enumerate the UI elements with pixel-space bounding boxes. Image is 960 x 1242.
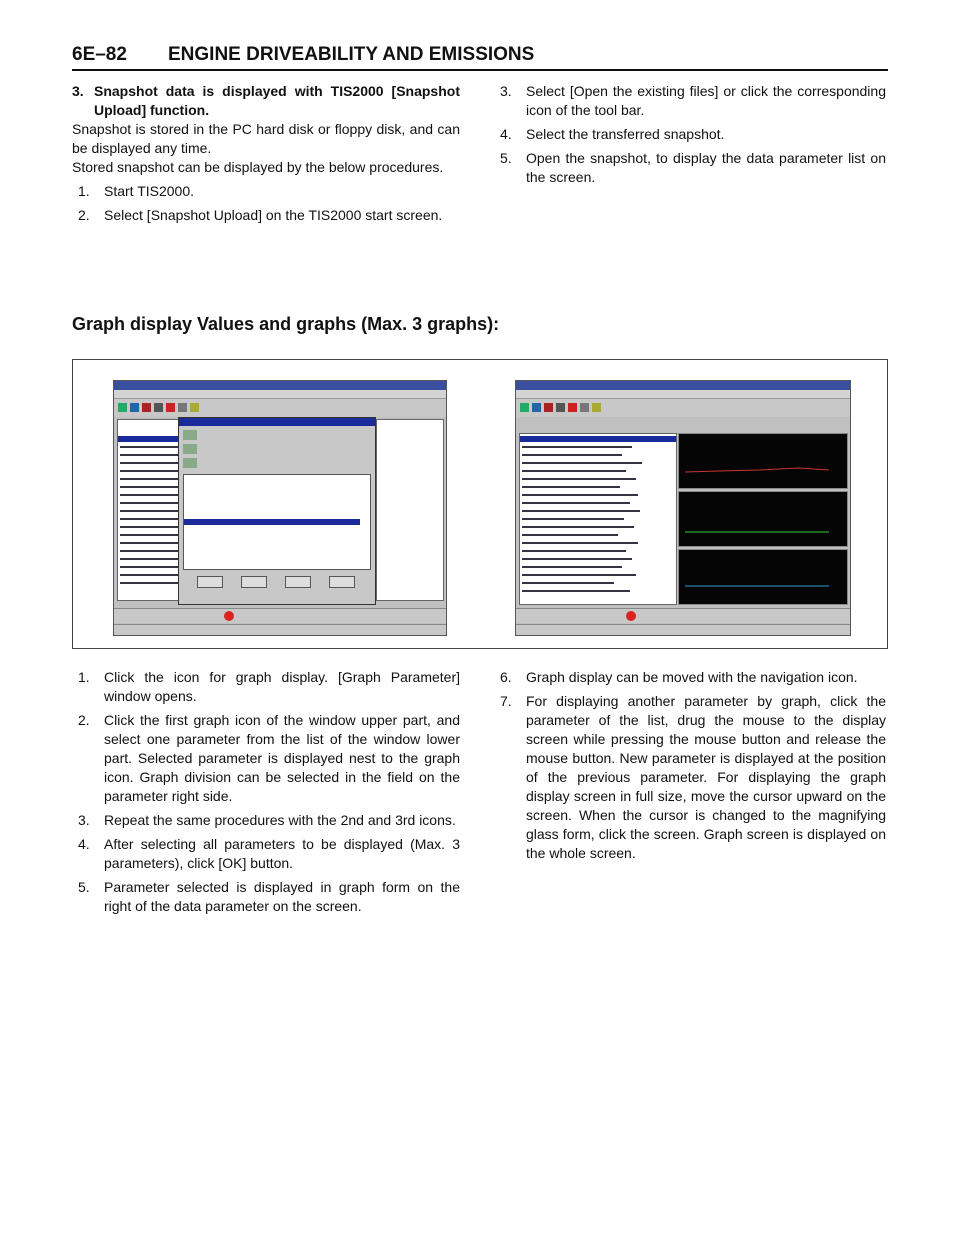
step-text: Click the first graph icon of the window upper part, and select one parameter from the list of the window lower part. Selected parameter is displayed nest to the graph icon. Graph division can be selected in the field on the parameter right side. [104,712,460,804]
graph-icon [183,430,197,440]
list-row [522,454,622,456]
list-row [522,446,632,448]
graph-panel-3 [678,549,848,605]
paragraph-stored: Snapshot is stored in the PC hard disk or floppy disk, and can be displayed any time. [72,121,460,156]
tool-icon [532,403,541,412]
tool-icon [154,403,163,412]
list-row [522,494,638,496]
list-row [522,486,620,488]
heading-text: Snapshot data is displayed with TIS2000 [Snapshot Upload] function. [94,83,460,118]
toolbar [516,399,850,417]
value-column [376,419,444,601]
step-number: 6. [500,669,512,685]
title-bar [516,381,850,390]
list-row [522,566,622,568]
section-title: Graph display Values and graphs (Max. 3 graphs): [72,314,500,334]
right-bottom-column [500,668,886,868]
list-row [522,526,634,528]
step-item [78,182,460,201]
menu-bar [516,390,850,399]
navigation-bar [114,608,446,623]
right-top-column [500,82,886,192]
steps-list-c [78,668,460,916]
step-number: 1. [78,669,90,685]
tool-icon [118,403,127,412]
record-icon [626,611,636,621]
left-top-column [72,82,460,230]
list-row [522,518,624,520]
step-number: 2. [78,207,90,223]
step-number: 3. [78,812,90,828]
graph-trace-2 [679,492,847,546]
dialog-title-bar [179,418,375,426]
list-row [522,510,640,512]
tool-icon [592,403,601,412]
record-icon [224,611,234,621]
graph-trace-1 [679,434,847,488]
screenshot-graph-parameter [113,380,447,636]
step-text: Select [Snapshot Upload] on the TIS2000 start screen. [104,207,443,223]
step-text: For displaying another parameter by graph, click the parameter of the list, drug the mouse to the display screen while pressing the mouse button and release the mouse button. New parameter is displayed at the position of the previous parameter. For displaying the graph display screen in full size, move the cursor upward on the screen. When the cursor is changed to the magnifying glass form, click the screen. Graph screen is displayed on the whole screen. [526,693,886,861]
paragraph-procedure: Stored snapshot can be displayed by the below procedures. [72,159,444,175]
toolbar [114,399,446,417]
steps-list-a [78,182,460,225]
tool-icon [568,403,577,412]
list-row [522,534,618,536]
step-number: 3. [500,83,512,99]
selected-row [520,436,676,442]
tool-icon [178,403,187,412]
dialog-selected-row [184,519,360,525]
step-item [500,692,886,863]
graph-trace-3 [679,550,847,604]
step-text: Open the snapshot, to display the data parameter list on the screen. [526,150,886,185]
step-number: 4. [78,836,90,852]
list-row [522,542,638,544]
header-rule [72,69,888,71]
screenshot-graph-display [515,380,851,636]
step-number: 7. [500,693,512,709]
menu-bar [114,390,446,399]
step-number: 5. [500,150,512,166]
cancel-button [241,576,267,588]
step-item [500,668,886,687]
list-row [522,470,626,472]
list-row [522,558,632,560]
graph-parameter-dialog [178,417,376,605]
step-item [78,711,460,806]
tool-icon [142,403,151,412]
ok-button [197,576,223,588]
parameter-list [519,433,677,605]
step-text: Parameter selected is displayed in graph form on the right of the data parameter on the screen. [104,879,460,914]
page-number: 6E–82 [72,44,127,65]
step-text: Start TIS2000. [104,183,195,199]
steps-list-d [500,668,886,863]
graph-panel-1 [678,433,848,489]
list-row [522,582,614,584]
step-text: Select [Open the existing files] or click the corresponding icon of the tool bar. [526,83,886,118]
page-header [72,44,888,68]
list-row [522,550,626,552]
steps-list-b [500,82,886,187]
step-number: 4. [500,126,512,142]
step-number: 1. [78,183,90,199]
help-button [329,576,355,588]
graph-icon [183,444,197,454]
step-number: 2. [78,712,90,728]
step-text: Select the transferred snapshot. [526,126,725,142]
step-item [500,149,886,187]
figure-box [72,359,888,649]
step-text: Graph display can be moved with the navigation icon. [526,669,858,685]
tool-icon [580,403,589,412]
step-item [500,125,886,144]
snapshot-heading [72,82,460,120]
graph-panel-2 [678,491,848,547]
list-row [522,574,636,576]
status-bar [516,624,850,635]
list-row [120,566,182,568]
step-number: 5. [78,879,90,895]
step-item [78,811,460,830]
heading-number: 3. [72,83,84,99]
left-bottom-column [78,668,460,921]
tool-icon [190,403,199,412]
step-item [78,878,460,916]
step-item [500,82,886,120]
list-row [522,590,630,592]
step-text: Repeat the same procedures with the 2nd and 3rd icons. [104,812,456,828]
step-text: Click the icon for graph display. [Graph Parameter] window opens. [104,669,460,704]
tool-icon [556,403,565,412]
graph-icon [183,458,197,468]
list-row [522,502,630,504]
list-row [120,534,186,536]
list-row [522,478,636,480]
step-item [78,835,460,873]
tool-icon [544,403,553,412]
step-item [78,668,460,706]
step-item [78,206,460,225]
step-text: After selecting all parameters to be displayed (Max. 3 parameters), click [OK] button. [104,836,460,871]
page-title: ENGINE DRIVEABILITY AND EMISSIONS [168,44,535,65]
tool-icon [520,403,529,412]
tool-icon [166,403,175,412]
tool-icon [130,403,139,412]
status-bar [114,624,446,635]
navigation-bar [516,608,850,623]
title-bar [114,381,446,390]
dialog-parameter-list [183,474,371,570]
clear-button [285,576,311,588]
list-row [522,462,642,464]
